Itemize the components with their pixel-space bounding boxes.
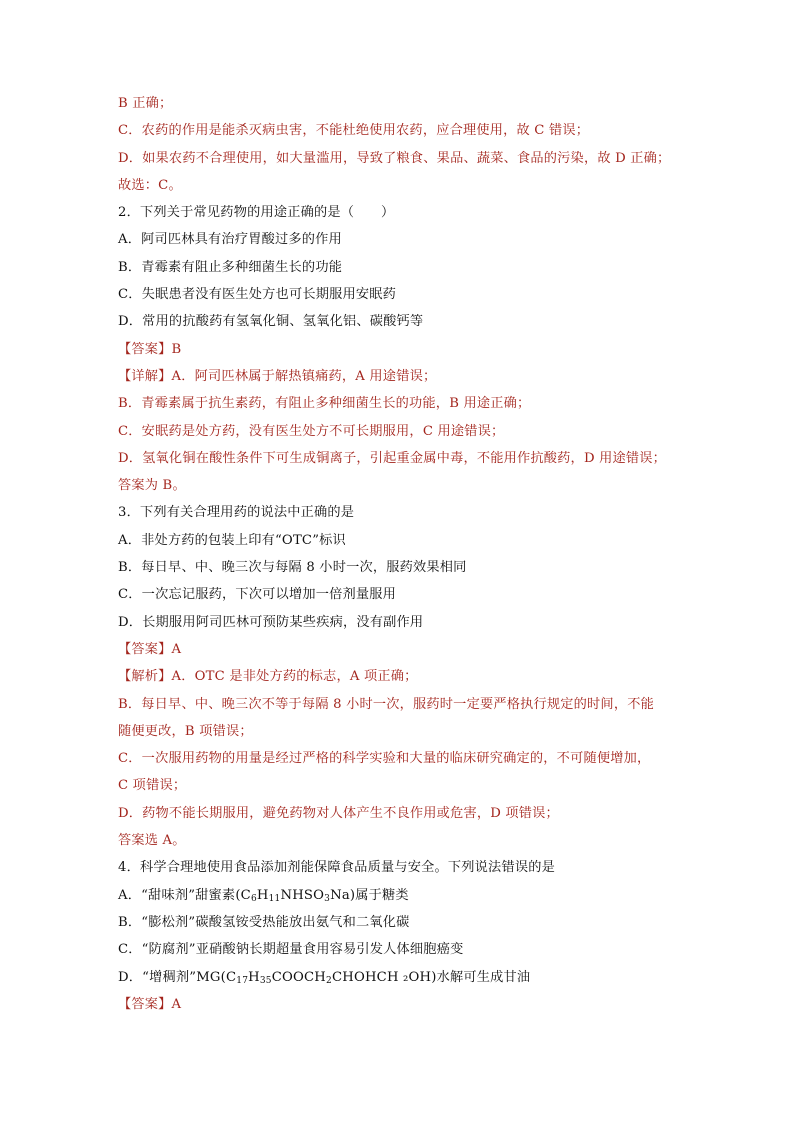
text-line: C．安眠药是处方药，没有医生处方不可长期服用，C 用途错误； <box>118 423 505 439</box>
text-line: A．阿司匹林具有治疗胃酸过多的作用 <box>118 232 342 248</box>
text-line: A．非处方药的包装上印有“OTC”标识 <box>118 532 346 548</box>
text-line: 【答案】A <box>118 641 182 657</box>
text-line: C．一次服用药物的用量是经过严格的科学实验和大量的临床研究确定的，不可随便增加， <box>118 751 651 767</box>
text-line: 答案为 B。 <box>118 478 186 494</box>
text-lines <box>118 90 678 882</box>
text-line: 4．科学合理地使用食品添加剂能保障食品质量与安全。下列说法错误的是 <box>118 860 555 876</box>
option-c-line: C．“防腐剂”亚硝酸钠长期超量食用容易引发人体细胞癌变 <box>118 942 464 958</box>
option-d-line: D．“增稠剂$”MG(C_{17}H_{35}COOCH_2CHOHCH$ ₂OH)水解可生成甘油 <box>118 969 531 986</box>
text-line: 随便更改，B 项错误； <box>118 723 253 739</box>
text-line: 2．下列关于常见药物的用途正确的是（ ） <box>118 205 395 221</box>
answer-line: 【答案】A <box>118 996 182 1012</box>
text-line: B．青霉素属于抗生素药，有阻止多种细菌生长的功能，B 用途正确； <box>118 396 531 412</box>
text-line: D．氢氧化铜在酸性条件下可生成铜离子，引起重金属中毒，不能用作抗酸药，D 用途错误； <box>118 450 667 466</box>
text-line: C 项错误； <box>118 778 187 794</box>
text-line: C．农药的作用是能杀灭病虫害，不能杜绝使用农药，应合理使用，故 C 错误； <box>118 123 590 139</box>
text-line: C．失眠患者没有医生处方也可长期服用安眠药 <box>118 287 397 303</box>
document-body <box>118 90 678 1018</box>
option-b-line: B．“膨松剂”碳酸氢铵受热能放出氨气和二氧化碳 <box>118 914 410 930</box>
text-line: D．长期服用阿司匹林可预防某些疾病，没有副作用 <box>118 614 424 630</box>
text-line: 【答案】B <box>118 341 182 357</box>
text-line: B．每日早、中、晚三次不等于每隔 8 小时一次，服药时一定要严格执行规定的时间，不能 <box>118 696 654 712</box>
text-line: 故选：C。 <box>118 177 182 193</box>
text-line: C．一次忘记服药，下次可以增加一倍剂量服用 <box>118 587 397 603</box>
option-a-line: A．“甜味剂”甜蜜素$(C_6H_{11}NHSO_3Na)$属于糖类 <box>118 887 409 904</box>
text-line: B．青霉素有阻止多种细菌生长的功能 <box>118 259 343 275</box>
text-line: D．如果农药不合理使用，如大量滥用，导致了粮食、果品、蔬菜、食品的污染，故 D 正确； <box>118 150 671 166</box>
text-line: 3．下列有关合理用药的说法中正确的是 <box>118 505 355 521</box>
text-line: D．常用的抗酸药有氢氧化铜、氢氧化铝、碳酸钙等 <box>118 314 424 330</box>
text-line: 答案选 A。 <box>118 833 186 849</box>
text-line: 【详解】A．阿司匹林属于解热镇痛药，A 用途错误； <box>118 368 437 384</box>
text-line: 【解析】A．OTC 是非处方药的标志，A 项正确； <box>118 669 418 685</box>
text-line: B 正确； <box>118 96 173 111</box>
text-line: B．每日早、中、晚三次与每隔 8 小时一次，服药效果相同 <box>118 560 467 576</box>
text-line: D．药物不能长期服用，避免药物对人体产生不良作用或危害，D 项错误； <box>118 805 559 821</box>
